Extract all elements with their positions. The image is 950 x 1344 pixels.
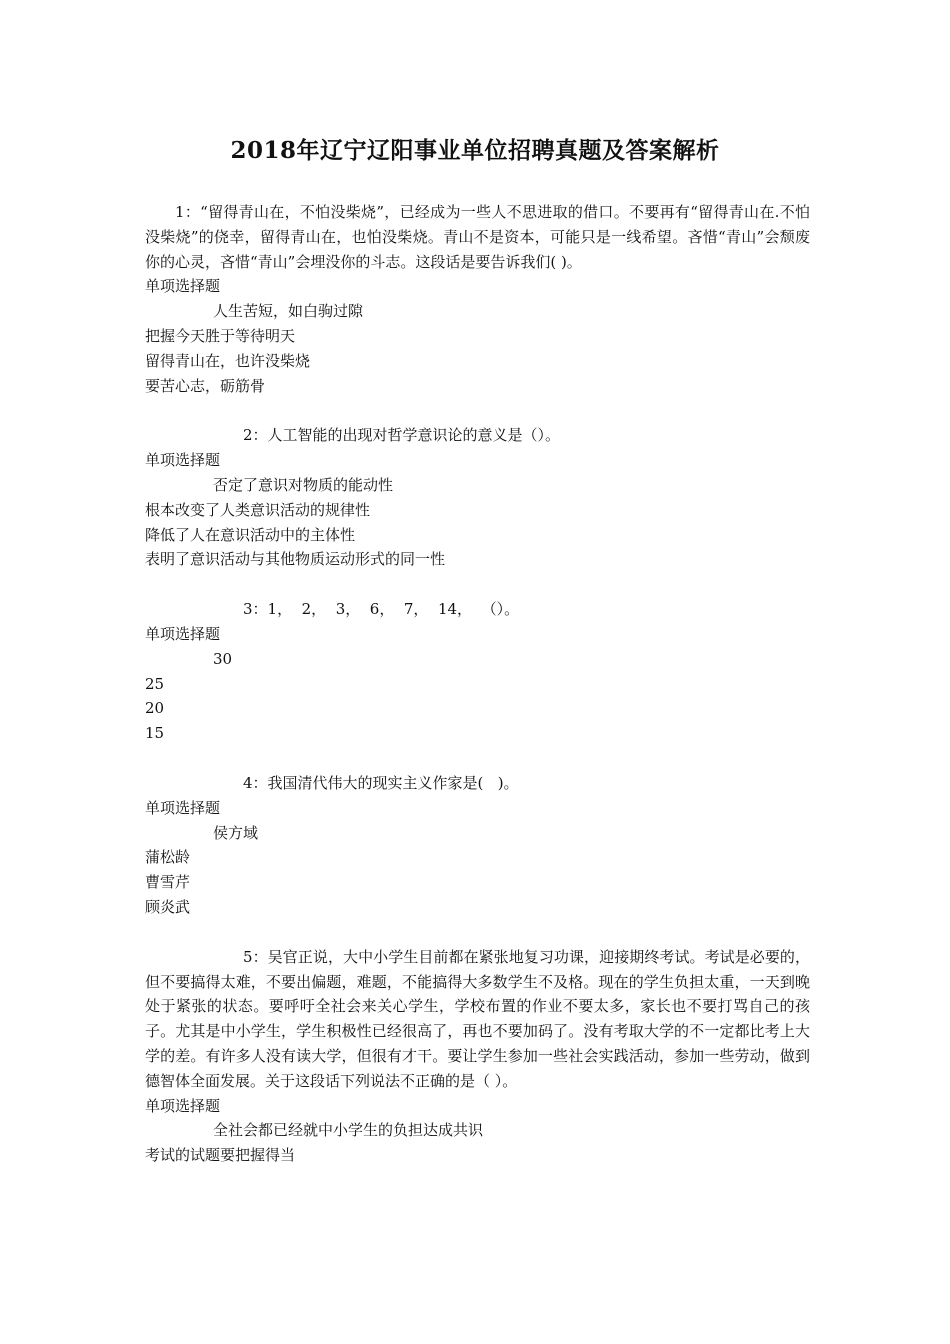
question-5-option-b: 考试的试题要把握得当 bbox=[145, 1146, 296, 1165]
question-5-type: 单项选择题 bbox=[145, 1096, 221, 1115]
spacer bbox=[145, 398, 810, 423]
question-5-option-a: 全社会都已经就中小学生的负担达成共识 bbox=[213, 1121, 484, 1140]
question-1-type: 单项选择题 bbox=[145, 277, 221, 296]
question-1-option-c: 留得青山在，也许没柴烧 bbox=[145, 351, 311, 370]
question-4-option-a: 侯方域 bbox=[213, 823, 259, 842]
question-4-option-d: 顾炎武 bbox=[145, 897, 191, 916]
question-4-type: 单项选择题 bbox=[145, 798, 221, 817]
question-2 bbox=[145, 423, 810, 572]
document-title: 2018年辽宁辽阳事业单位招聘真题及答案解析 bbox=[230, 137, 720, 164]
question-2-option-a: 否定了意识对物质的能动性 bbox=[213, 475, 394, 494]
question-4-text: 4：我国清代伟大的现实主义作家是( )。 bbox=[243, 773, 519, 792]
question-2-option-d: 表明了意识活动与其他物质运动形式的同一性 bbox=[145, 550, 446, 569]
question-4-option-c: 曹雪芹 bbox=[145, 873, 191, 892]
question-2-type: 单项选择题 bbox=[145, 451, 221, 470]
question-1-text: 1：“留得青山在，不怕没柴烧”，已经成为一些人不思进取的借口。不要再有“留得青山在.不怕没柴烧”的侥幸，留得青山在，也怕没柴烧。青山不是资本，可能只是一线希望。吝惜“青山”会颓废你的心灵，吝惜“青山”会埋没你的斗志。这段话是要告诉我们( )。 bbox=[145, 203, 810, 271]
question-5-text: 5：吴官正说，大中小学生目前都在紧张地复习功课，迎接期终考试。考试是必要的，但不要搞得太难，不要出偏题，难题，不能搞得大多数学生不及格。现在的学生负担太重，一天到晚处于紧张的状态。要呼吁全社会来关心学生，学校布置的作业不要太多，家长也不要打骂自己的孩子。尤其是中小学生，学生积极性已经很高了，再也不要加码了。没有考取大学的不一定都比考上大学的差。有许多人没有读大学，但很有才干。要让学生参加一些社会实践活动，参加一些劳动，做到德智体全面发展。关于这段话下列说法不正确的是（ ）。 bbox=[145, 947, 810, 1090]
question-3 bbox=[145, 597, 810, 746]
question-3-option-b: 25 bbox=[145, 674, 165, 693]
question-1 bbox=[145, 200, 810, 398]
spacer bbox=[145, 572, 810, 597]
question-1-option-d: 要苦心志，砺筋骨 bbox=[145, 376, 266, 395]
question-2-option-c: 降低了人在意识活动中的主体性 bbox=[145, 525, 356, 544]
question-4 bbox=[145, 771, 810, 920]
question-2-text: 2：人工智能的出现对哲学意识论的意义是（）。 bbox=[243, 426, 561, 445]
question-2-option-b: 根本改变了人类意识活动的规律性 bbox=[145, 500, 371, 519]
question-1-option-b: 把握今天胜于等待明天 bbox=[145, 326, 296, 345]
question-5 bbox=[145, 945, 810, 1168]
spacer bbox=[145, 920, 810, 945]
question-3-option-c: 20 bbox=[145, 699, 165, 718]
question-3-option-d: 15 bbox=[145, 724, 165, 743]
question-1-option-a: 人生苦短，如白驹过隙 bbox=[213, 302, 364, 321]
spacer bbox=[145, 746, 810, 771]
question-3-option-a: 30 bbox=[213, 649, 233, 668]
question-4-option-b: 蒲松龄 bbox=[145, 848, 191, 867]
question-3-type: 单项选择题 bbox=[145, 624, 221, 643]
document-body bbox=[145, 200, 810, 1168]
question-3-text: 3：1， 2， 3， 6， 7， 14， （）。 bbox=[243, 600, 520, 619]
